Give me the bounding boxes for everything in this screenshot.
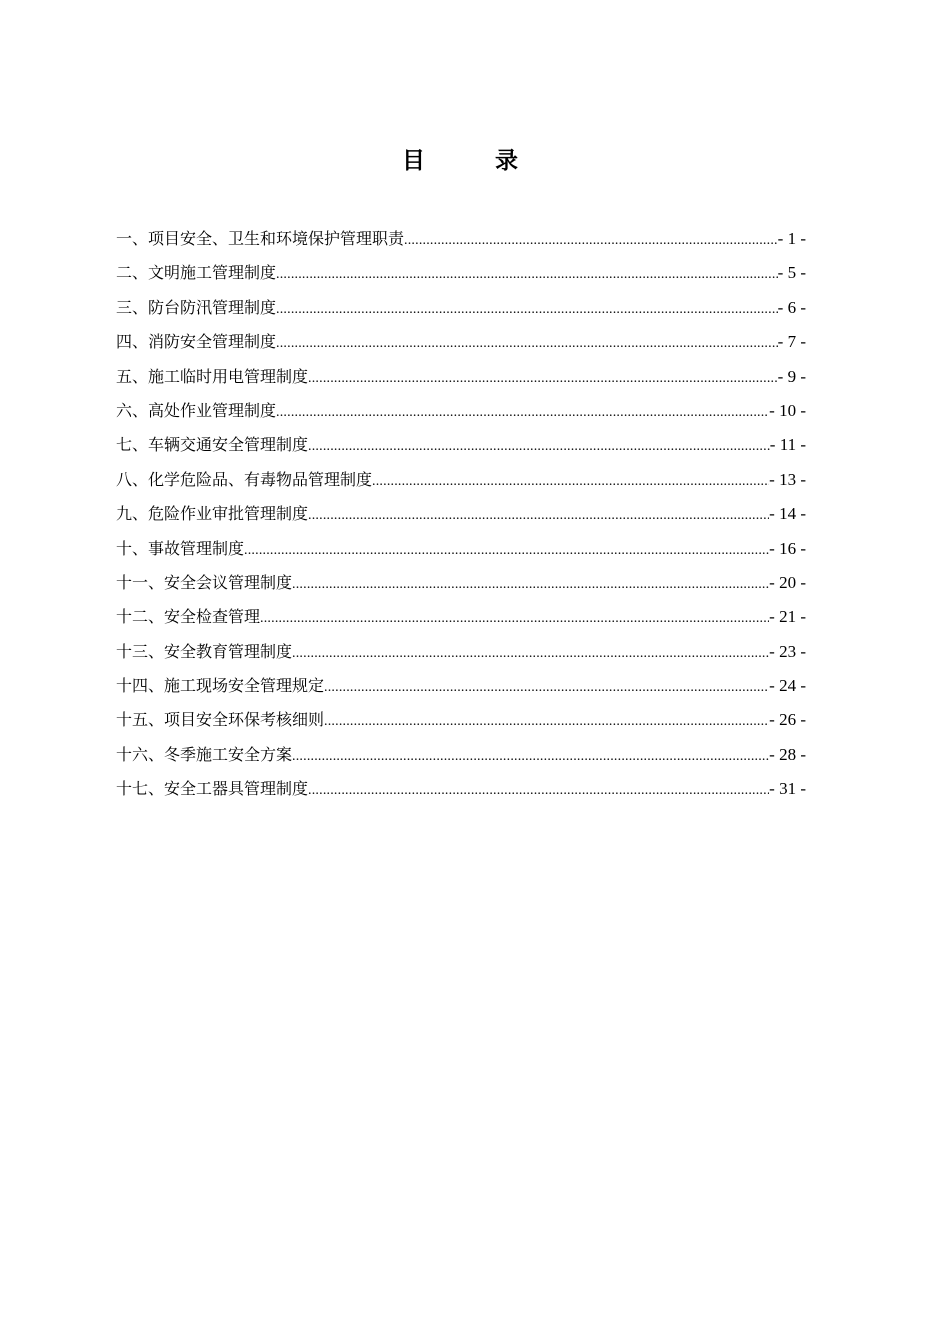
toc-entry-label: 十七、安全工器具管理制度 [116, 779, 309, 799]
toc-entry-page: - 21 - [769, 607, 806, 627]
toc-entry-page: - 31 - [769, 779, 806, 799]
toc-entry-page: - 7 - [777, 332, 806, 352]
toc-entry[interactable] [116, 398, 806, 432]
toc-entry-label: 九、危险作业审批管理制度 [116, 504, 309, 524]
toc-entry[interactable] [116, 776, 806, 810]
toc-leader [308, 508, 769, 524]
toc-entry-page: - 6 - [777, 297, 806, 317]
toc-entry-label: 十四、施工现场安全管理规定 [116, 676, 325, 696]
toc-entry-page: - 9 - [777, 366, 806, 386]
toc-entry-label: 二、文明施工管理制度 [116, 263, 277, 283]
toc-entry-label: 七、车辆交通安全管理制度 [116, 435, 309, 455]
toc-entry-label: 十、事故管理制度 [116, 538, 245, 558]
toc-entry-page: - 26 - [769, 710, 806, 730]
toc-entry[interactable] [116, 570, 806, 604]
toc-entry[interactable] [116, 295, 806, 329]
toc-entry-label: 三、防台防汛管理制度 [116, 297, 277, 317]
toc-leader [292, 646, 769, 662]
toc-entry-page: - 13 - [769, 469, 806, 489]
table-of-contents [116, 226, 806, 811]
toc-entry[interactable] [116, 639, 806, 673]
toc-entry[interactable] [116, 260, 806, 294]
toc-entry-label: 十二、安全检查管理 [116, 607, 261, 627]
toc-entry-page: - 28 - [769, 744, 806, 764]
toc-entry-page: - 24 - [769, 676, 806, 696]
toc-entry-page: - 10 - [769, 400, 806, 420]
toc-entry-label: 一、项目安全、卫生和环境保护管理职责 [116, 229, 405, 248]
toc-entry[interactable] [116, 501, 806, 535]
toc-leader [324, 714, 769, 730]
toc-title: 目录 [402, 147, 588, 174]
toc-entry-label: 六、高处作业管理制度 [116, 400, 277, 420]
toc-leader [308, 371, 778, 387]
toc-entry-label: 五、施工临时用电管理制度 [116, 366, 309, 386]
toc-entry[interactable] [116, 536, 806, 570]
toc-leader [292, 577, 769, 593]
toc-leader [308, 783, 769, 799]
toc-entry[interactable] [116, 673, 806, 707]
toc-leader [372, 474, 769, 490]
toc-entry[interactable] [116, 467, 806, 501]
toc-entry-page: - 23 - [769, 641, 806, 661]
toc-leader [276, 302, 778, 318]
toc-entry[interactable] [116, 742, 806, 776]
toc-entry-label: 十一、安全会议管理制度 [116, 572, 293, 592]
toc-entry-label: 四、消防安全管理制度 [116, 332, 277, 352]
toc-entry[interactable] [116, 707, 806, 741]
toc-leader [276, 405, 769, 421]
toc-entry-page: - 14 - [769, 504, 806, 524]
toc-leader [308, 439, 770, 455]
toc-leader [276, 267, 778, 283]
toc-leader [292, 749, 769, 765]
toc-entry-page: - 1 - [777, 229, 806, 248]
toc-entry-label: 十三、安全教育管理制度 [116, 641, 293, 661]
toc-entry[interactable] [116, 432, 806, 466]
toc-entry-label: 十五、项目安全环保考核细则 [116, 710, 325, 730]
toc-leader [324, 680, 769, 696]
toc-leader [244, 543, 769, 559]
toc-entry[interactable] [116, 329, 806, 363]
toc-entry-page: - 20 - [769, 572, 806, 592]
toc-leader [260, 611, 769, 627]
toc-leader [404, 233, 778, 249]
toc-entry[interactable] [116, 364, 806, 398]
toc-entry-label: 八、化学危险品、有毒物品管理制度 [116, 469, 373, 489]
toc-entry-page: - 16 - [769, 538, 806, 558]
toc-entry-label: 十六、冬季施工安全方案 [116, 744, 293, 764]
toc-entry[interactable] [116, 604, 806, 638]
toc-entry-page: - 5 - [777, 263, 806, 283]
toc-leader [276, 336, 778, 352]
toc-entry-page: - 11 - [769, 435, 806, 455]
toc-entry[interactable] [116, 226, 806, 260]
